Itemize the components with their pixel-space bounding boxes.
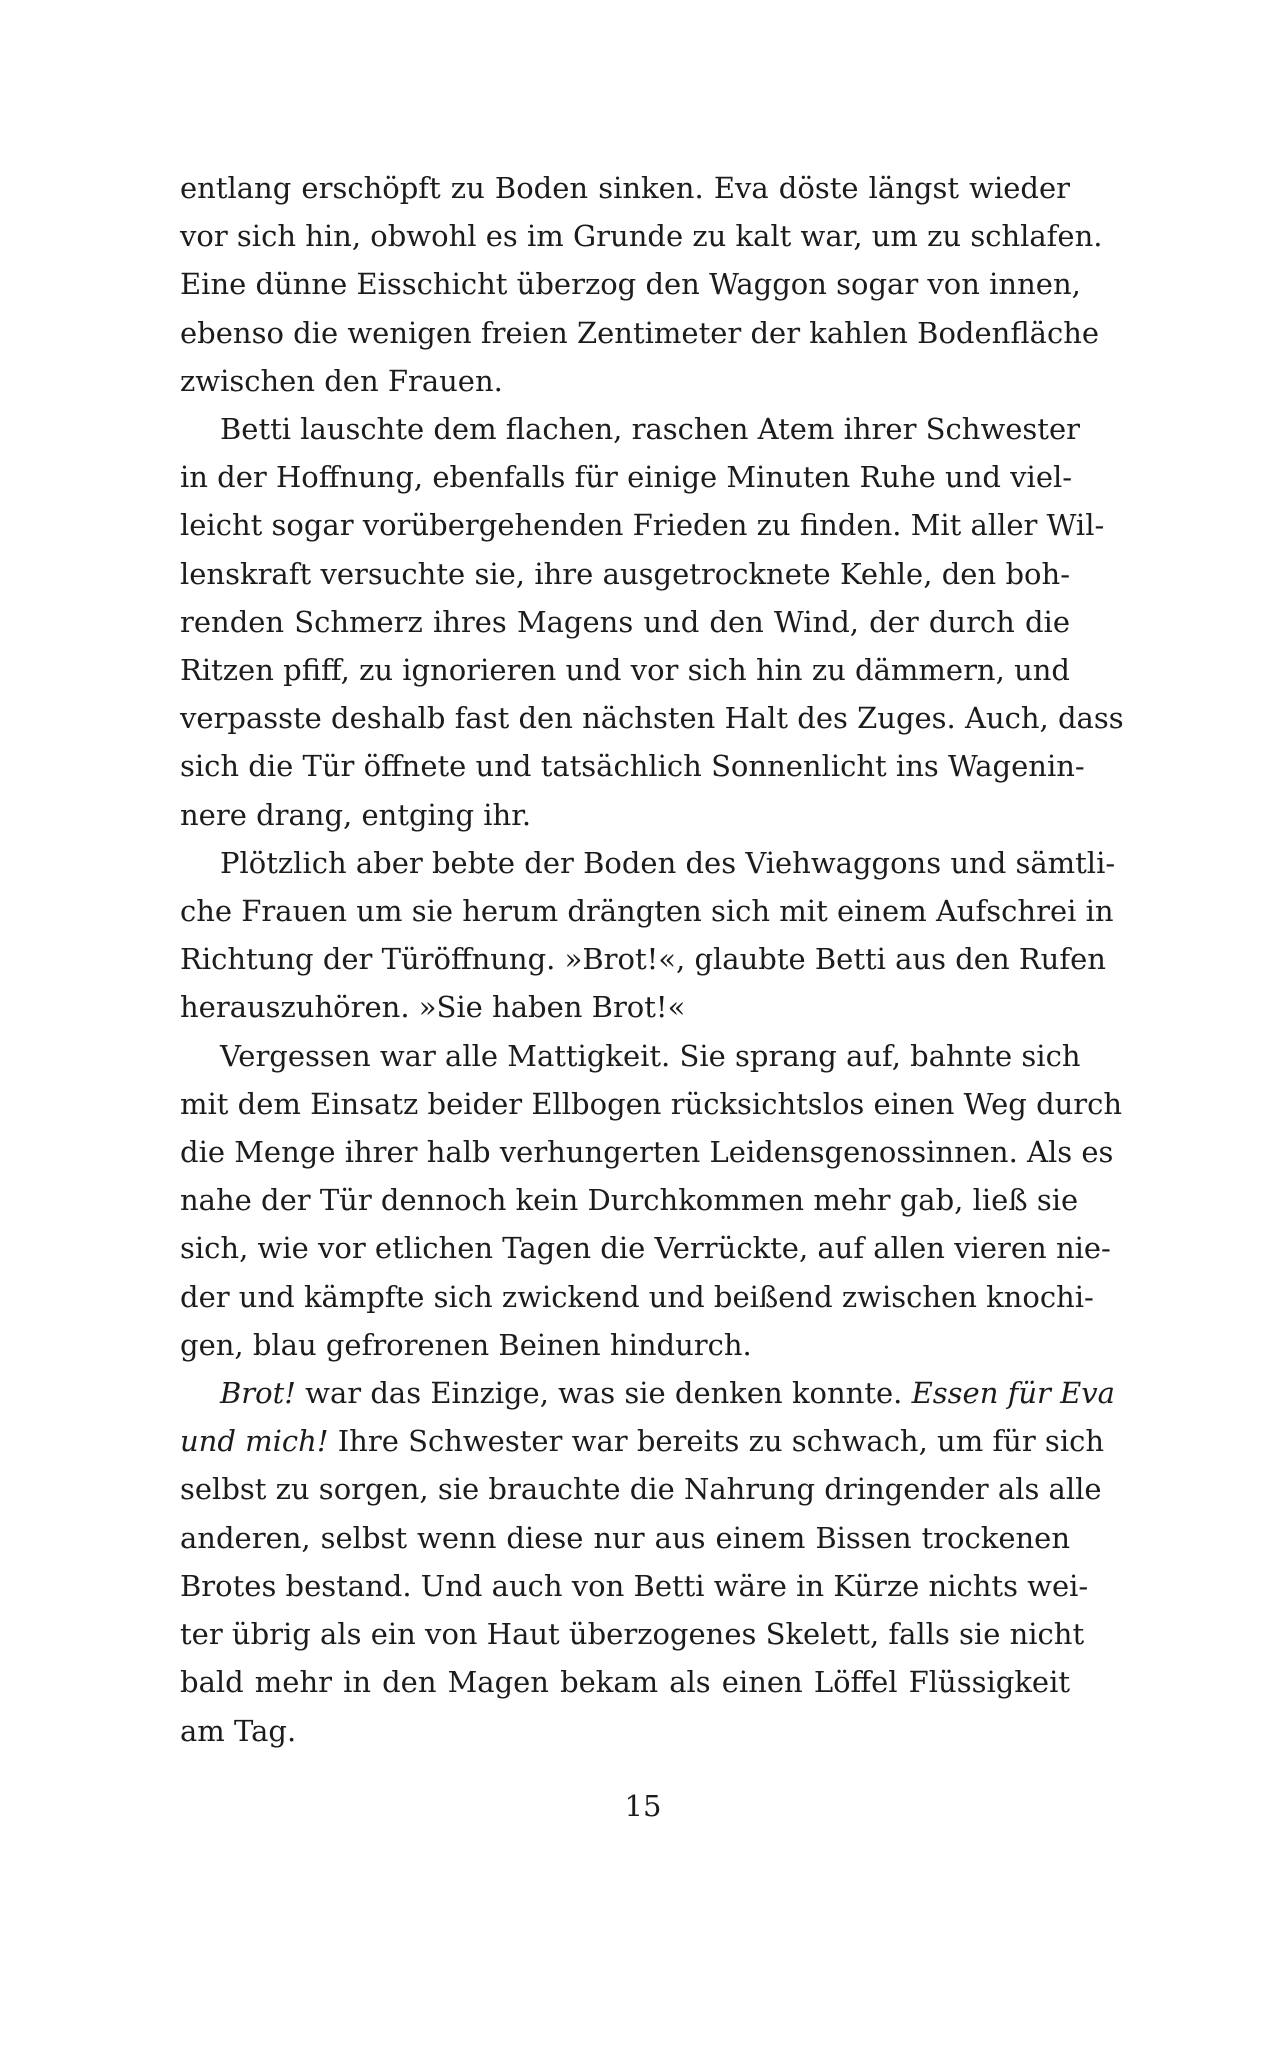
text-line bbox=[180, 1610, 1085, 1658]
text-line bbox=[180, 453, 1073, 501]
text-line bbox=[180, 839, 1116, 887]
text-line bbox=[180, 1465, 1102, 1513]
text-line bbox=[180, 550, 1070, 598]
text-line bbox=[180, 1128, 1114, 1176]
text-run: nahe der Tür dennoch kein Durchkommen mehr gab, ließ sie bbox=[180, 1183, 1079, 1218]
text-line bbox=[180, 1224, 1111, 1272]
text-line bbox=[180, 887, 1114, 935]
text-line bbox=[180, 1273, 1094, 1321]
text-line bbox=[180, 1032, 1081, 1080]
page-number: 15 bbox=[624, 1789, 662, 1823]
text-run: die Menge ihrer halb verhungerten Leidensgenossinnen. Als es bbox=[180, 1135, 1114, 1170]
text-line bbox=[180, 212, 1103, 260]
text-line bbox=[180, 405, 1080, 453]
text-line bbox=[180, 1080, 1123, 1128]
text-run: Plötzlich aber bebte der Boden des Viehwaggons und sämtli- bbox=[220, 845, 1116, 880]
text-line bbox=[180, 501, 1105, 549]
text-line bbox=[180, 1321, 1070, 1369]
text-run: selbst zu sorgen, sie brauchte die Nahrung dringender als alle bbox=[180, 1472, 1102, 1507]
text-line bbox=[180, 935, 1106, 983]
paragraph bbox=[180, 164, 1103, 405]
text-run: leicht sogar vorübergehenden Frieden zu finden. Mit aller Wil- bbox=[180, 508, 1105, 543]
text-run: Ihre Schwester war bereits zu schwach, um für sich bbox=[328, 1424, 1105, 1459]
text-run: entlang erschöpft zu Boden sinken. Eva döste längst wieder bbox=[180, 171, 1070, 205]
paragraph bbox=[180, 1032, 1123, 1369]
text-line bbox=[180, 1707, 1070, 1755]
text-line bbox=[180, 1176, 1079, 1224]
text-run: nere drang, entging ihr. bbox=[180, 797, 532, 832]
text-run: lenskraft versuchte sie, ihre ausgetrocknete Kehle, den boh- bbox=[180, 556, 1070, 591]
text-run: Vergessen war alle Mattigkeit. Sie sprang auf, bahnte sich bbox=[220, 1038, 1081, 1073]
text-line bbox=[180, 357, 1070, 405]
text-run: war das Einzige, was sie denken konnte. bbox=[295, 1376, 912, 1411]
text-line bbox=[180, 164, 1070, 212]
text-run: herauszuhören. »Sie haben Brot!« bbox=[180, 990, 686, 1025]
text-run: Eine dünne Eisschicht überzog den Waggon sogar von innen, bbox=[180, 267, 1081, 302]
text-line bbox=[180, 694, 1124, 742]
text-run: renden Schmerz ihres Magens und den Wind, der durch die bbox=[180, 604, 1070, 639]
text-run: gen, blau gefrorenen Beinen hindurch. bbox=[180, 1327, 752, 1362]
text-run: ebenso die wenigen freien Zentimeter der kahlen Bodenfläche bbox=[180, 315, 1100, 350]
text-run: mit dem Einsatz beider Ellbogen rücksichtslos einen Weg durch bbox=[180, 1086, 1123, 1121]
text-run: vor sich hin, obwohl es im Grunde zu kalt war, um zu schlafen. bbox=[180, 219, 1103, 254]
paragraph bbox=[180, 405, 1124, 839]
text-run: anderen, selbst wenn diese nur aus einem Bissen trockenen bbox=[180, 1520, 1070, 1555]
italic-text: und mich! bbox=[180, 1424, 329, 1459]
italic-text: Brot! bbox=[220, 1376, 296, 1411]
text-line bbox=[180, 646, 1070, 694]
text-run: Brotes bestand. Und auch von Betti wäre in Kürze nichts wei- bbox=[180, 1568, 1089, 1603]
text-run: zwischen den Frauen. bbox=[180, 363, 503, 398]
text-run: am Tag. bbox=[180, 1713, 297, 1748]
text-line bbox=[180, 1658, 1070, 1706]
italic-text: Essen für Eva bbox=[911, 1376, 1115, 1411]
text-run: verpasste deshalb fast den nächsten Halt des Zuges. Auch, dass bbox=[180, 701, 1124, 736]
text-run: Ritzen pfiff, zu ignorieren und vor sich hin zu dämmern, und bbox=[180, 653, 1070, 688]
text-line bbox=[180, 309, 1100, 357]
text-run: bald mehr in den Magen bekam als einen Löffel Flüssigkeit bbox=[180, 1665, 1070, 1700]
text-line bbox=[180, 1417, 1105, 1465]
text-run: ter übrig als ein von Haut überzogenes Skelett, falls sie nicht bbox=[180, 1617, 1085, 1652]
text-line bbox=[180, 260, 1081, 308]
text-line bbox=[180, 1514, 1070, 1562]
text-run: der und kämpfte sich zwickend und beißend zwischen knochi- bbox=[180, 1279, 1094, 1314]
text-run: sich die Tür öffnete und tatsächlich Sonnenlicht ins Wagenin- bbox=[180, 749, 1085, 784]
text-line bbox=[180, 1369, 1115, 1417]
text-run: che Frauen um sie herum drängten sich mit einem Aufschrei in bbox=[180, 894, 1114, 929]
text-run: in der Hoffnung, ebenfalls für einige Minuten Ruhe und viel- bbox=[180, 460, 1073, 495]
text-line bbox=[180, 791, 1070, 839]
text-run: sich, wie vor etlichen Tagen die Verrückte, auf allen vieren nie- bbox=[180, 1231, 1111, 1266]
text-line bbox=[180, 983, 1070, 1031]
text-line bbox=[180, 742, 1085, 790]
paragraph bbox=[180, 839, 1116, 1032]
text-run: Richtung der Türöffnung. »Brot!«, glaubte Betti aus den Rufen bbox=[180, 942, 1106, 977]
text-line bbox=[180, 1562, 1089, 1610]
text-line bbox=[180, 598, 1070, 646]
body-text bbox=[180, 164, 1124, 1755]
text-run: Betti lauschte dem flachen, raschen Atem ihrer Schwester bbox=[220, 412, 1080, 447]
paragraph bbox=[180, 1369, 1115, 1755]
